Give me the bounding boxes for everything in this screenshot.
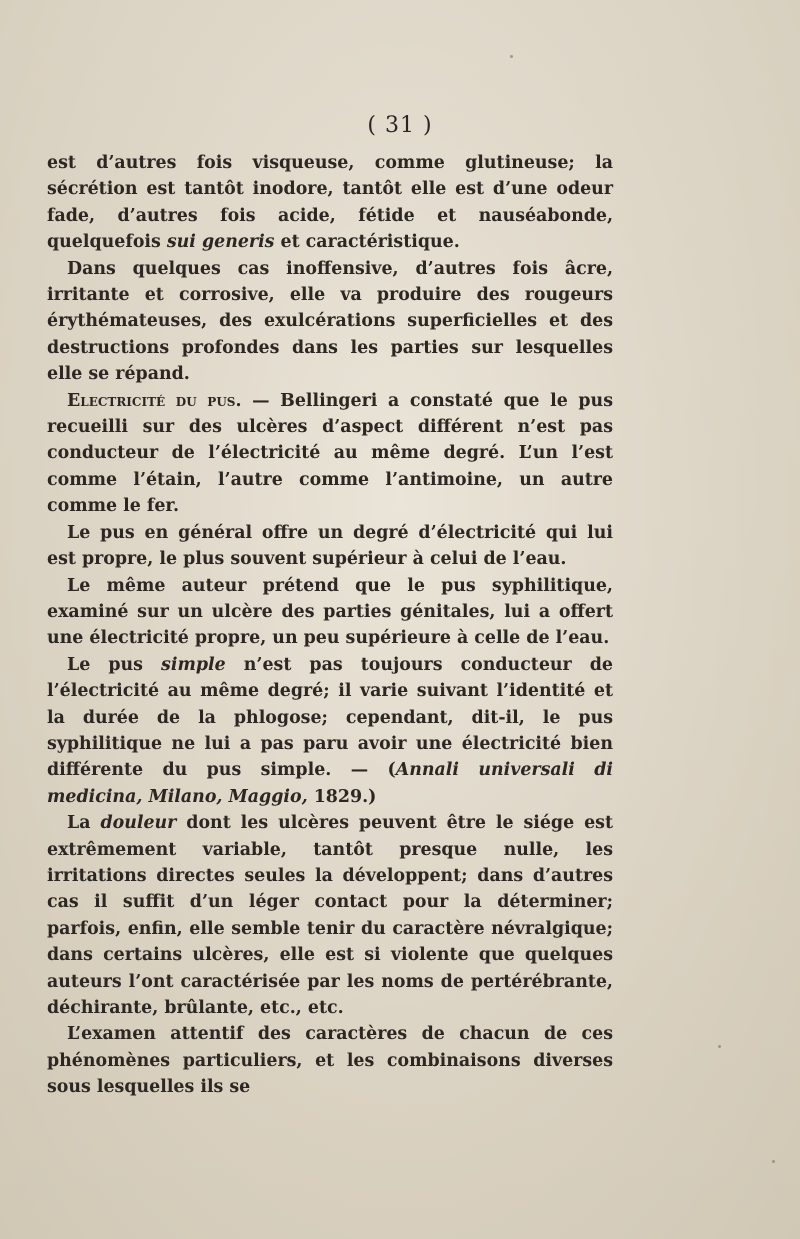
paragraph [47, 388, 613, 520]
paper-speck [510, 55, 513, 58]
text-segment: simple [161, 654, 226, 675]
paragraph [47, 652, 613, 810]
page-number: ( 31 ) [367, 113, 433, 138]
text-segment: Le pus [67, 654, 162, 675]
text-segment: Electricité du pus. [67, 390, 242, 411]
paragraph [47, 573, 613, 652]
text-segment: Dans quelques cas inoffensive, d’autres fois âcre, irritante et corrosive, elle va produire des rougeurs érythémateuses, des exulcérations superficielles et des destructions profondes dans les parties sur lesquelles elle se répand. [47, 258, 613, 385]
text-segment: Annali universali di medicina, Milano, Maggio, [47, 760, 613, 807]
paper-speck [772, 1160, 775, 1163]
text-segment: n’est pas toujours conducteur de l’électricité au même degré; il varie suivant l’identité et la durée de la phlogose; cependant, dit-il, le pus syphilitique ne lui a pas paru avoir une électricité bien différente du pus simple. — ( [47, 654, 613, 781]
paragraph [47, 256, 613, 388]
paragraph [47, 520, 613, 573]
text-segment: est d’autres fois visqueuse, comme glutineuse; la sécrétion est tantôt inodore, tantôt elle est d’une odeur fade, d’autres fois acide, fétide et nauséabonde, quelquefois [47, 153, 613, 253]
text-segment: Le pus en général offre un degré d’électricité qui lui est propre, le plus souvent supérieur à celui de l’eau. [47, 522, 613, 570]
paragraph [47, 1021, 613, 1100]
paragraph [47, 810, 613, 1021]
text-segment: L’examen attentif des caractères de chacun de ces phénomènes particuliers, et les combinaisons diverses sous lesquelles ils se [47, 1024, 613, 1098]
body-text [47, 150, 613, 1101]
text-segment: sui generis [166, 232, 275, 253]
paper-speck [718, 1045, 721, 1048]
text-segment: douleur [100, 813, 177, 834]
paragraph [47, 150, 613, 256]
text-segment: Le même auteur prétend que le pus syphilitique, examiné sur un ulcère des parties génitales, lui a offert une électricité propre, un peu supérieure à celle de l’eau. [47, 575, 613, 649]
text-segment: La [67, 813, 101, 834]
text-segment: — Bellingeri a constaté que le pus recueilli sur des ulcères d’aspect différent n’est pas conducteur de l’électricité au même degré. L’un l’est comme l’étain, l’autre comme l’antimoine, un autre comme le fer. [47, 390, 613, 517]
text-segment: 1829.) [307, 786, 377, 807]
text-segment: et caractéristique. [274, 232, 460, 253]
text-segment: dont les ulcères peuvent être le siége est extrêmement variable, tantôt presque nulle, les irritations directes seules la développent; dans d’autres cas il suffit d’un léger contact pour la déterminer; parfois, enfin, elle semble tenir du caractère névralgique; dans certains ulcères, elle est si violente que quelques auteurs l’ont caractérisée par les noms de pertérébrante, déchirante, brûlante, etc., etc. [47, 813, 613, 1018]
